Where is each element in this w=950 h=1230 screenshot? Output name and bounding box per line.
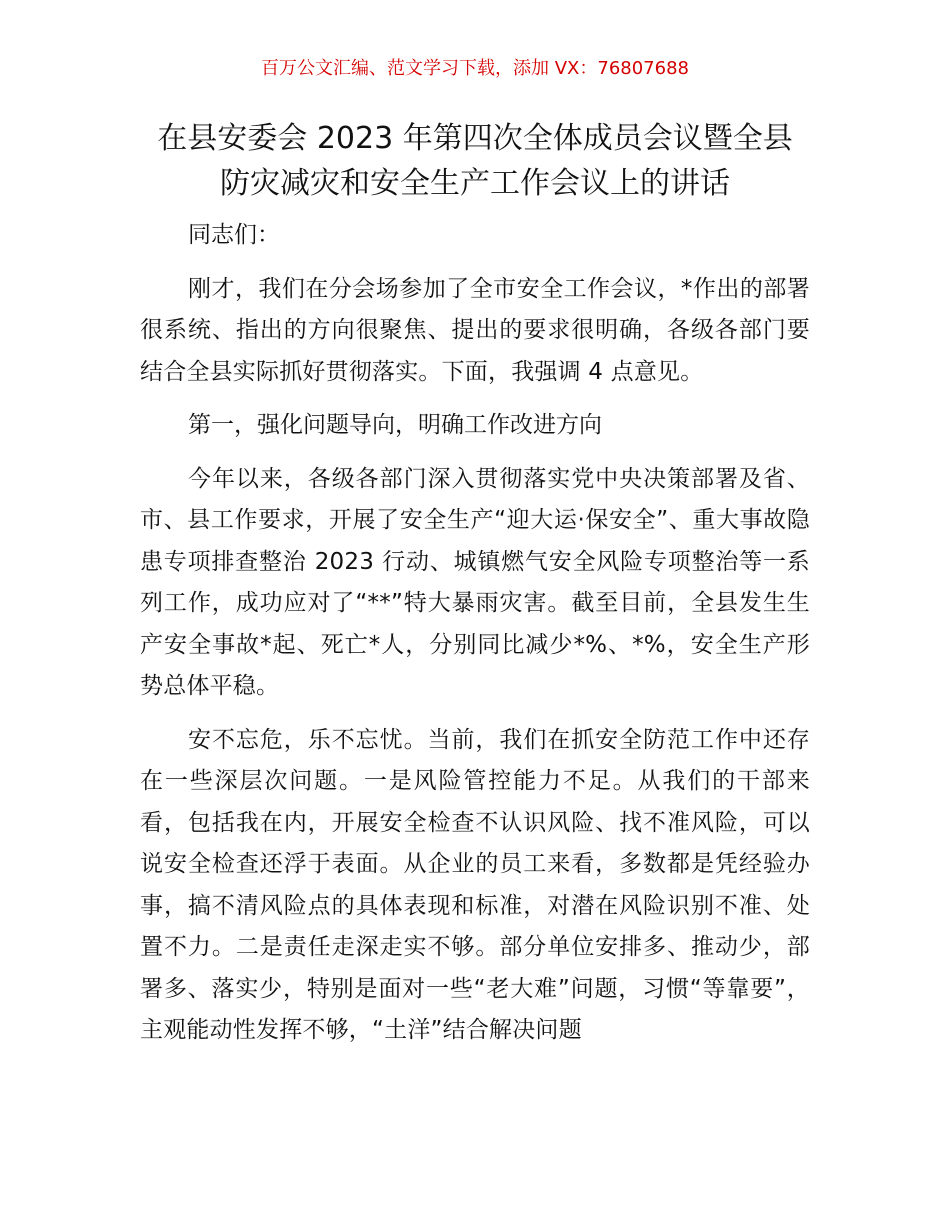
document-title [120,116,830,206]
document-body [140,215,810,1064]
salutation: 同志们： [188,222,280,248]
title-line-2: 防灾减灾和安全生产工作会议上的讲话 [220,166,730,201]
title-line-1: 在县安委会 2023 年第四次全体成员会议暨全县 [157,121,793,156]
paragraph-opening: 刚才，我们在分会场参加了全市安全工作会议，*作出的部署很系统、指出的方向很聚焦、提出的要求很明确，各级各部门要结合全县实际抓好贯彻落实。下面，我强调 4 点意见。 [140,275,810,385]
section-heading-first: 第一，强化问题导向，明确工作改进方向 [188,412,602,438]
paragraph-problems: 安不忘危，乐不忘忧。当前，我们在抓安全防范工作中还存在一些深层次问题。一是风险管控能力不足。从我们的干部来看，包括我在内，开展安全检查不认识风险、找不准风险，可以说安全检查还浮于表面。从企业的员工来看，多数都是凭经验办事，搞不清风险点的具体表现和标准，对潜在风险识别不准、处置不力。二是责任走深走实不够。部分单位安排多、推动少，部署多、落实少，特别是面对一些“老大难”问题，习惯“等靠要”，主观能动性发挥不够，“土洋”结合解决问题 [140,726,810,1043]
header-watermark-note: 百万公文汇编、范文学习下载，添加 VX：76807688 [261,58,689,79]
paragraph-progress: 今年以来，各级各部门深入贯彻落实党中央决策部署及省、市、县工作要求，开展了安全生产“迎大运·保安全”、重大事故隐患专项排查整治 2023 行动、城镇燃气安全风险专项整治等一系列工作，成功应对了“**”特大暴雨灾害。截至目前，全县发生生产安全事故*起、死亡*人，分别同比减少*%、*%，安全生产形势总体平稳。 [140,465,810,699]
